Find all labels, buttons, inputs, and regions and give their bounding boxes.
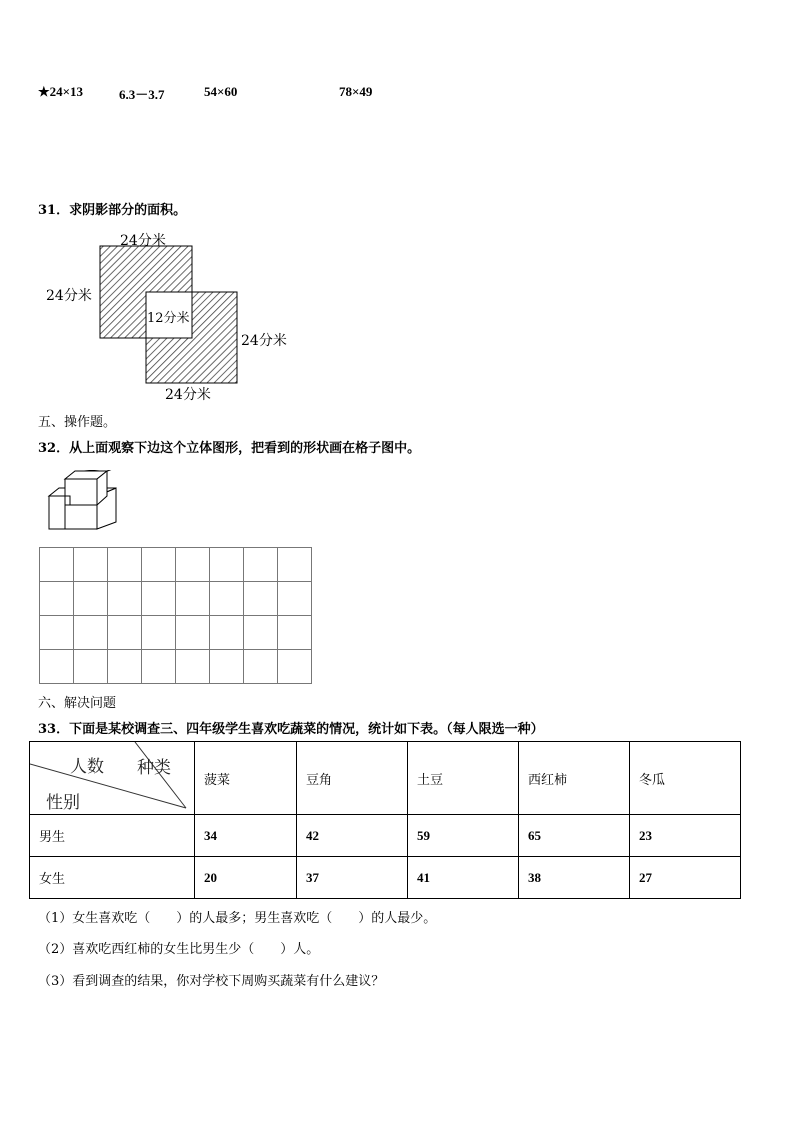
grid-cell[interactable]: [40, 616, 74, 650]
column-header: 冬瓜: [630, 742, 741, 815]
section-5-heading: 五、操作题。: [38, 415, 117, 430]
calc-item-3: 54×60: [204, 84, 238, 99]
grid-cell[interactable]: [142, 650, 176, 684]
label-left-side: 24分米: [46, 288, 92, 304]
grid-cell[interactable]: [176, 548, 210, 582]
table-cell: 27: [630, 857, 741, 899]
grid-cell[interactable]: [74, 582, 108, 616]
cube-stack-icon: [46, 470, 121, 540]
grid-cell[interactable]: [176, 616, 210, 650]
grid-cell[interactable]: [176, 582, 210, 616]
table-cell: 38: [519, 857, 630, 899]
table-cell: 59: [408, 815, 519, 857]
corner-label-people: 人数: [70, 757, 104, 777]
table-row: [30, 857, 741, 899]
grid-cell[interactable]: [108, 650, 142, 684]
grid-cell[interactable]: [108, 548, 142, 582]
grid-cell[interactable]: [176, 650, 210, 684]
table-cell: 37: [297, 857, 408, 899]
grid-cell[interactable]: [244, 582, 278, 616]
question-33-text: 33．下面是某校调查三、四年级学生喜欢吃蔬菜的情况，统计如下表。（每人限选一种）: [38, 722, 544, 737]
column-header: 菠菜: [195, 742, 297, 815]
drawing-grid: [39, 547, 312, 684]
grid-cell[interactable]: [74, 650, 108, 684]
calc-item-2: 6.3－3.7: [119, 87, 165, 102]
table-cell: 41: [408, 857, 519, 899]
grid-cell[interactable]: [210, 582, 244, 616]
table-cell: 34: [195, 815, 297, 857]
grid-cell[interactable]: [40, 650, 74, 684]
question-31-text: 31．求阴影部分的面积。: [38, 203, 187, 218]
grid-cell[interactable]: [244, 650, 278, 684]
question-32-text: 32．从上面观察下边这个立体图形，把看到的形状画在格子图中。: [38, 441, 421, 456]
vegetable-survey-table: [29, 741, 741, 899]
column-header: 豆角: [297, 742, 408, 815]
calc-item-1: ★24×13: [38, 84, 84, 99]
table-cell: 23: [630, 815, 741, 857]
row-label: 女生: [30, 857, 195, 899]
grid-cell[interactable]: [108, 582, 142, 616]
table-cell: 65: [519, 815, 630, 857]
table-row: [30, 815, 741, 857]
table-cell: 42: [297, 815, 408, 857]
row-label: 男生: [30, 815, 195, 857]
cube-stack-figure: [46, 470, 121, 540]
grid-cell[interactable]: [142, 616, 176, 650]
label-top-side: 24分米: [120, 233, 166, 249]
grid-cell[interactable]: [40, 582, 74, 616]
sub-question-1: （1）女生喜欢吃（ ）的人最多；男生喜欢吃（ ）的人最少。: [38, 911, 437, 926]
grid-cell[interactable]: [210, 616, 244, 650]
label-bottom-side: 24分米: [165, 387, 211, 403]
sub-question-3: （3）看到调查的结果，你对学校下周购买蔬菜有什么建议？: [38, 974, 385, 989]
corner-label-gender: 性别: [46, 793, 80, 813]
grid-cell[interactable]: [108, 616, 142, 650]
sub-question-2: （2）喜欢吃西红柿的女生比男生少（ ）人。: [38, 942, 320, 957]
grid-cell[interactable]: [40, 548, 74, 582]
grid-cell[interactable]: [210, 548, 244, 582]
table-corner-header: [30, 742, 195, 815]
grid-cell[interactable]: [278, 616, 312, 650]
grid-cell[interactable]: [74, 616, 108, 650]
section-6-heading: 六、解决问题: [38, 696, 117, 711]
calc-item-4: 78×49: [339, 84, 373, 99]
grid-cell[interactable]: [278, 650, 312, 684]
label-inner-side: 12分米: [147, 311, 190, 326]
shaded-area-figure: [40, 224, 300, 404]
corner-label-kind: 种类: [137, 758, 171, 778]
column-header: 西红柿: [519, 742, 630, 815]
grid-cell[interactable]: [244, 548, 278, 582]
grid-cell[interactable]: [74, 548, 108, 582]
label-right-side: 24分米: [241, 333, 287, 349]
grid-cell[interactable]: [278, 582, 312, 616]
grid-cell[interactable]: [244, 616, 278, 650]
table-cell: 20: [195, 857, 297, 899]
grid-cell[interactable]: [210, 650, 244, 684]
grid-cell[interactable]: [278, 548, 312, 582]
grid-cell[interactable]: [142, 548, 176, 582]
grid-cell[interactable]: [142, 582, 176, 616]
column-header: 土豆: [408, 742, 519, 815]
